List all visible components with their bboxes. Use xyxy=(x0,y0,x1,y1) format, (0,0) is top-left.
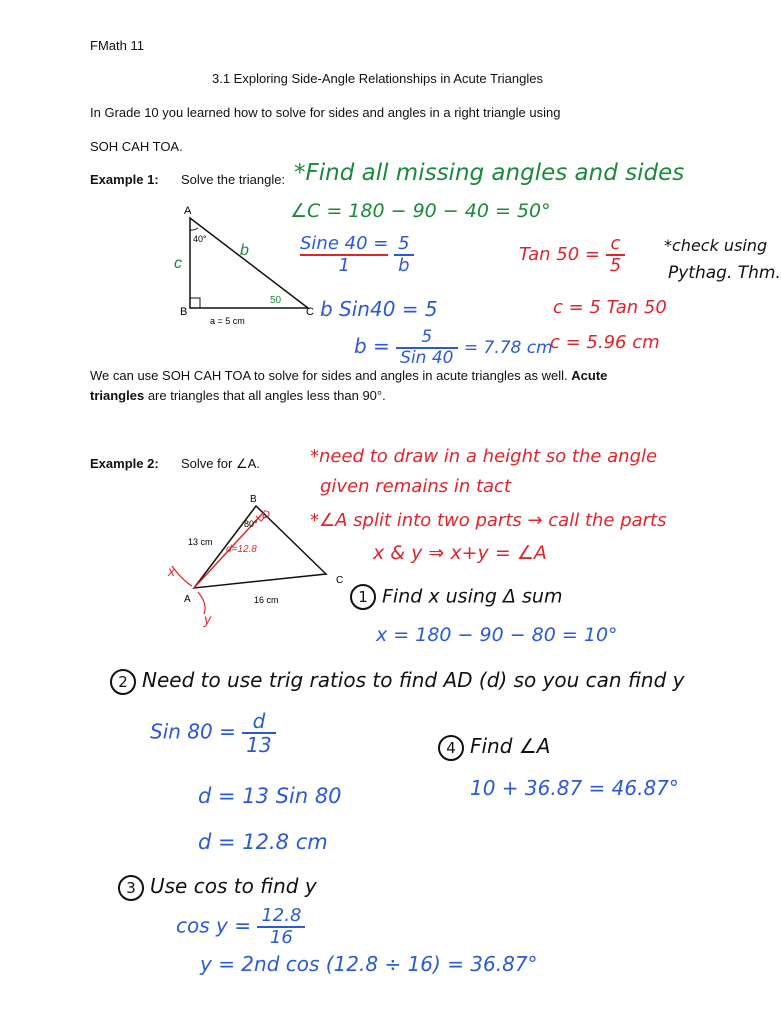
acute-text-line-2 xyxy=(90,388,386,403)
t2-vertex-c: C xyxy=(336,575,344,586)
step-4 xyxy=(438,734,550,761)
sine-one: 1 xyxy=(338,254,350,276)
step-3-text: Use cos to find y xyxy=(150,874,317,898)
example1-prompt: Solve the triangle: xyxy=(181,172,286,187)
tan-den: 5 xyxy=(609,254,622,276)
step-2-text: Need to use trig ratios to find AD (d) so you can find y xyxy=(142,668,685,692)
acute-text-1a: We can use SOH CAH TOA to solve for sides and angles in acute triangles as well. xyxy=(90,368,568,383)
triangle-2-shape xyxy=(194,506,326,588)
x-arrow xyxy=(172,566,192,586)
step-2-number: 2 xyxy=(110,669,136,695)
t2-vertex-b: B xyxy=(250,494,257,505)
intro-line-2: SOH CAH TOA. xyxy=(90,139,183,154)
triangle-1-shape xyxy=(190,218,308,308)
example1-label: Example 1: xyxy=(90,172,159,187)
course-label: FMath 11 xyxy=(90,38,144,53)
acute-text-line-1 xyxy=(90,368,607,383)
cos-lhs: cos y = xyxy=(176,913,251,938)
t1-side-b: b xyxy=(240,242,249,259)
sin80-den: 13 xyxy=(246,733,272,757)
t1-angle-c: 50 xyxy=(270,295,282,306)
t2-vertex-a: A xyxy=(184,594,191,605)
check-note-1: *check using xyxy=(664,236,768,255)
step-4-text: Find ∠A xyxy=(470,734,551,758)
t2-angle-b: 80° xyxy=(244,519,258,529)
sin80-equation xyxy=(150,710,276,756)
example1-note: *Find all missing angles and sides xyxy=(294,160,685,186)
step-1 xyxy=(350,584,562,610)
page-title: 3.1 Exploring Side-Angle Relationships in Acute Triangles xyxy=(212,71,543,86)
angle-a-sum: 10 + 36.87 = 46.87° xyxy=(470,776,679,800)
c-equation-2: c = 5.96 cm xyxy=(550,332,660,353)
t2-side-ac: 16 cm xyxy=(254,595,279,605)
cos-equation xyxy=(176,906,305,948)
angle-a-arc xyxy=(190,228,198,230)
sin80-num: d xyxy=(242,710,275,734)
step-2 xyxy=(110,668,684,695)
t1-side-c: c xyxy=(174,255,182,272)
step-1-work: x = 180 − 90 − 80 = 10° xyxy=(376,624,618,646)
ex2-note-2: given remains in tact xyxy=(320,476,512,497)
sine-equation xyxy=(300,234,414,276)
ex2-note-1: *need to draw in a height so the angle xyxy=(310,446,658,467)
step-3 xyxy=(118,874,317,901)
b-num: 5 xyxy=(396,328,457,349)
step-4-number: 4 xyxy=(438,735,464,761)
cos-den: 16 xyxy=(269,926,293,948)
acute-text-1b: Acute xyxy=(571,368,608,383)
c-equation-1: c = 5 Tan 50 xyxy=(553,297,667,318)
t2-y-label: y xyxy=(204,611,211,627)
b-rhs: = 7.78 cm xyxy=(463,338,553,359)
acute-text-2b: are triangles that all angles less than 90°. xyxy=(147,388,386,403)
d-equation-1: d = 13 Sin 80 xyxy=(198,784,342,808)
right-angle-mark xyxy=(190,298,200,308)
b-sin-equation: b Sin40 = 5 xyxy=(320,297,438,321)
t2-x-label: x xyxy=(168,563,175,579)
example2-label: Example 2: xyxy=(90,456,159,471)
sine-lhs: Sine 40 = xyxy=(300,233,389,254)
sin80-lhs: Sin 80 = xyxy=(150,719,236,744)
angle-c-work: ∠C = 180 − 90 − 40 = 50° xyxy=(290,200,551,222)
cos-num: 12.8 xyxy=(257,906,305,928)
acute-text-2a: triangles xyxy=(90,388,145,403)
step-3-number: 3 xyxy=(118,875,144,901)
b-lhs: b = xyxy=(354,334,390,359)
t2-foot-label: D xyxy=(262,509,270,521)
d-equation-2: d = 12.8 cm xyxy=(198,830,328,854)
t1-angle-a: 40° xyxy=(193,234,207,244)
ex2-note-4: x & y ⇒ x+y = ∠A xyxy=(373,542,547,564)
t2-d-label: d=12.8 xyxy=(226,544,257,555)
intro-line-1: In Grade 10 you learned how to solve for sides and angles in a right triangle using xyxy=(90,105,561,120)
y-equation: y = 2nd cos (12.8 ÷ 16) = 36.87° xyxy=(200,952,538,976)
b-den: Sin 40 xyxy=(400,347,454,368)
triangle-2-diagram xyxy=(168,488,348,628)
tan-lhs: Tan 50 = xyxy=(519,243,600,265)
example2-prompt: Solve for ∠A. xyxy=(181,456,260,471)
b-value-equation xyxy=(354,328,553,367)
t1-vertex-a: A xyxy=(184,205,192,217)
sine-den: b xyxy=(398,254,410,276)
step-1-text: Find x using Δ sum xyxy=(382,585,563,608)
step-1-number: 1 xyxy=(350,584,376,610)
tan-equation xyxy=(519,234,625,276)
tan-num: c xyxy=(606,234,625,256)
t2-side-ab: 13 cm xyxy=(188,537,213,547)
t1-vertex-b: B xyxy=(180,306,188,318)
ex2-note-3: *∠A split into two parts → call the parts xyxy=(310,510,667,531)
sine-num: 5 xyxy=(394,234,413,256)
check-note-2: Pythag. Thm. xyxy=(668,263,781,283)
t1-side-a: a = 5 cm xyxy=(210,316,245,326)
t1-vertex-c: C xyxy=(306,306,314,318)
